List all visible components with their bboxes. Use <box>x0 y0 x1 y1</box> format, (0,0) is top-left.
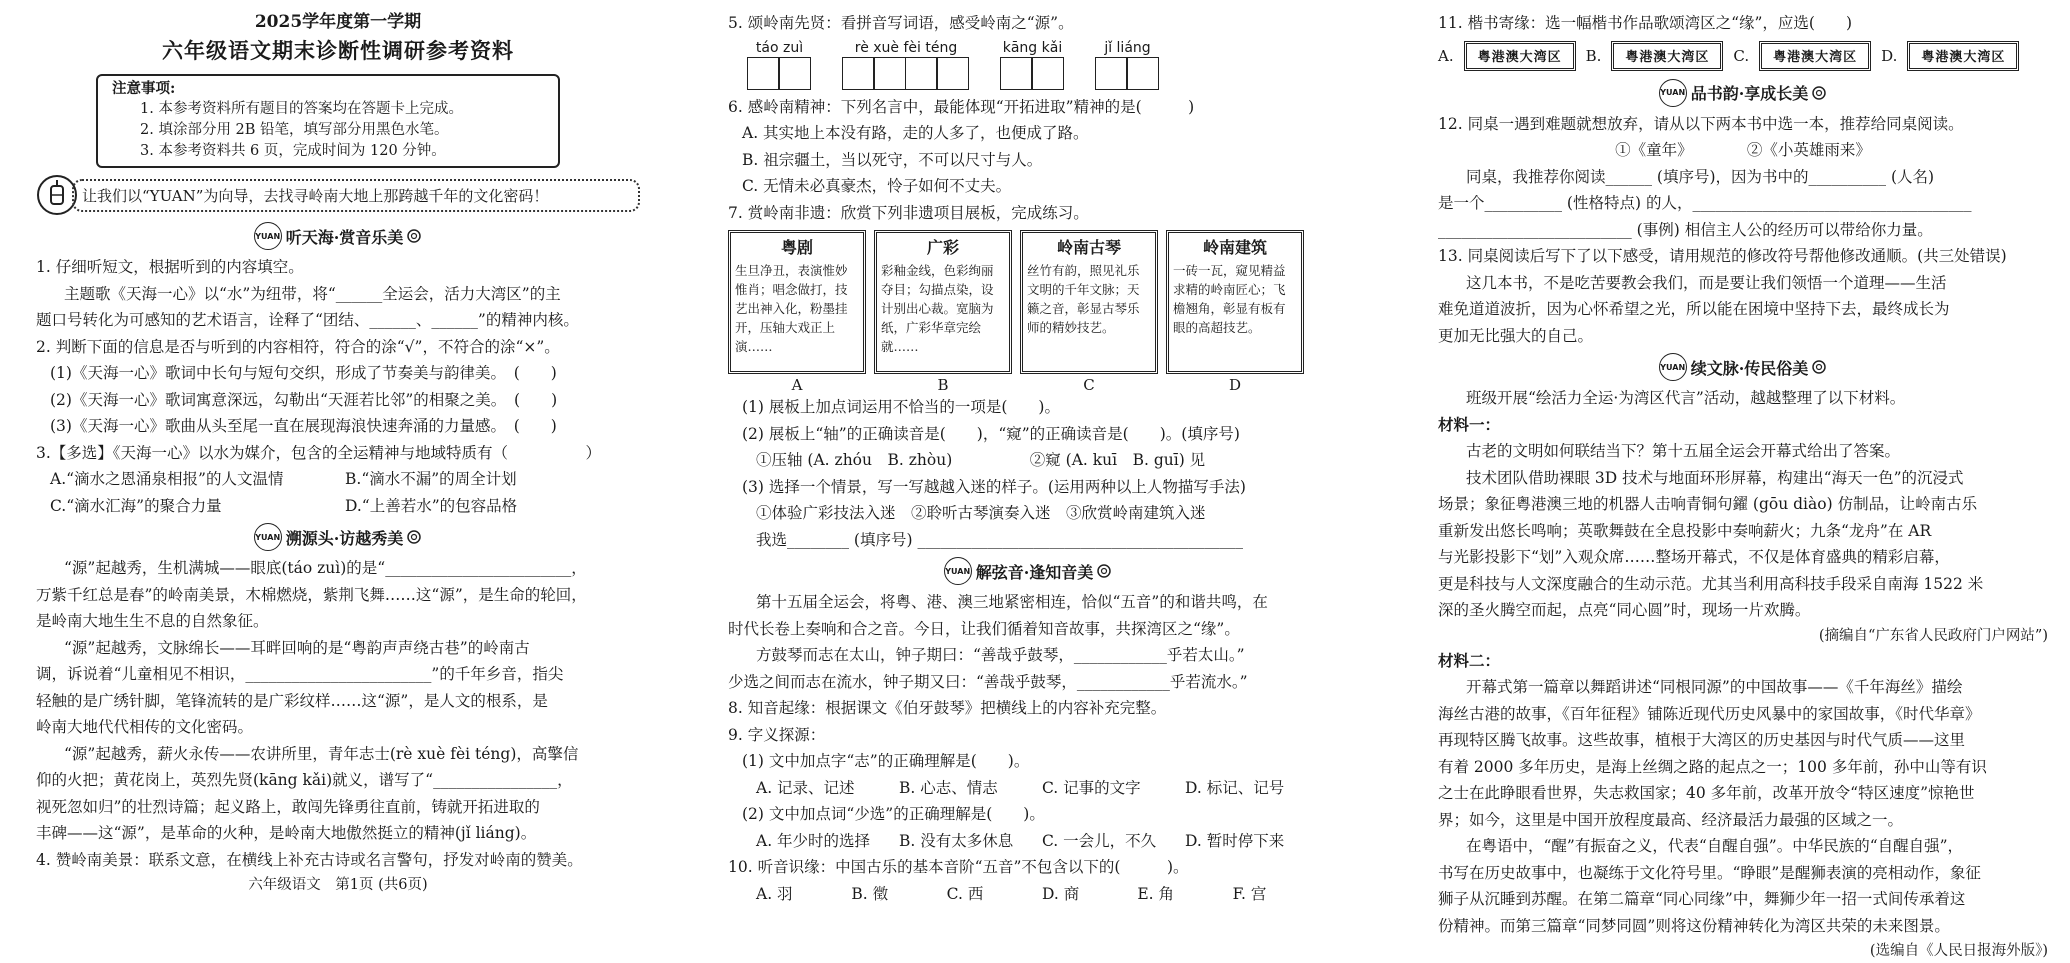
option: C. 记事的文字 <box>1042 778 1141 797</box>
column-1 <box>36 10 640 940</box>
heritage-card <box>728 230 866 374</box>
question-12-text: 是一个__________ (性格特点) 的人，____________________________________ <box>1438 194 1972 212</box>
material-2-title: 材料二： <box>1438 650 1501 670</box>
yuan-logo-icon: YUAN <box>254 523 282 551</box>
column-3 <box>1438 10 2048 959</box>
option-label: C. <box>1733 46 1750 65</box>
option: D. 标记、记号 <box>1185 778 1285 797</box>
card-title: 广彩 <box>926 238 959 257</box>
question-13-text: 这几本书，不是吃苦要教会我们，而是要让我们领悟一个道理——生活 <box>1466 273 1947 292</box>
material-line: 重新发出悠长鸣响；英歌舞鼓在全息投影中奏响薪火；九条“龙舟”在 AR <box>1438 521 1932 540</box>
cloud-icon <box>406 228 422 244</box>
material-source: (摘编自“广东省人民政府门户网站”) <box>1818 627 2048 644</box>
option: B. 没有太多休息 <box>899 831 1014 850</box>
section-title: 听天海·赏音乐美 <box>285 227 404 247</box>
calligraphy-image: 粤港澳大湾区 <box>1907 41 2019 71</box>
column-2 <box>728 10 1328 940</box>
answer-cell[interactable] <box>747 57 780 90</box>
question-8: 8. 知音起缘：根据课文《伯牙鼓琴》把横线上的内容补充完整。 <box>728 699 1167 717</box>
question-3-options <box>36 466 640 493</box>
notice-box <box>96 74 560 168</box>
option: C. 西 <box>946 884 984 903</box>
section-title: 续文脉·传民俗美 <box>1690 358 1809 378</box>
option: A.“滴水之恩涌泉相报”的人文温情 <box>50 470 284 488</box>
passage-line: 时代长卷上奏响和合之音。今日，让我们循着知音故事，共探湾区之“缘”。 <box>728 619 1240 638</box>
passage-line: 岭南大地代代相传的文化密码。 <box>36 718 254 736</box>
material-line: 书写在历史故事中，也凝练于文化符号里。“睁眼”是醒狮表演的亮相动作，象征 <box>1438 863 1981 882</box>
answer-cell[interactable] <box>1095 57 1128 90</box>
material-line: 狮子从沉睡到苏醒。在第二篇章“同心同缘”中，舞狮少年一招一式间传承着这 <box>1438 890 1966 908</box>
question-9: 9. 字义探源： <box>728 725 826 744</box>
question-13-text: 难免道道波折，因为心怀希望之光，所以能在困境中坚持下去，最终成长为 <box>1438 300 1950 318</box>
question-1-text: 主题歌《天海一心》以“水”为纽带，将“______全运会，活力大湾区”的主 <box>64 284 561 303</box>
answer-cell[interactable] <box>1000 57 1033 90</box>
question-9-sub: (1) 文中加点字“志”的正确理解是( )。 <box>742 752 1030 770</box>
passage-line: “源”起越秀，生机满城——眼底(táo zuì)的是“________________________， <box>64 559 587 577</box>
activity-intro: 班级开展“绘活力全运·为湾区代言”活动，越越整理了以下材料。 <box>1466 389 1906 407</box>
question-7-sub: 我选________ (填序号) __________________________________________ <box>756 530 1243 549</box>
section-header <box>36 222 640 250</box>
section-title: 品书韵·享成长美 <box>1690 84 1809 103</box>
material-line: 技术团队借助裸眼 3D 技术与地面环形屏幕，构建出“海天一色”的沉浸式 <box>1466 468 1964 487</box>
question-7-sub: (2) 展板上“轴”的正确读音是( )，“窥”的正确读音是( )。(填序号) <box>742 424 1240 443</box>
question-2-item: (3)《天海一心》歌曲从头至尾一直在展现海浪快速奔涌的力量感。 ( ) <box>50 417 557 435</box>
answer-cell[interactable] <box>1126 57 1159 90</box>
option: C. 一会儿，不久 <box>1042 831 1157 850</box>
question-3-options <box>36 493 640 520</box>
yuan-logo-icon: YUAN <box>1659 353 1687 381</box>
question-1-text: 题口号转化为可感知的艺术语言，诠释了“团结、______、______”的精神内核。 <box>36 311 579 329</box>
material-line: 再现特区腾飞故事。这些故事，植根于大湾区的历史基因与时代气质——这里 <box>1438 731 1966 749</box>
heritage-card <box>874 230 1012 374</box>
card-label: C <box>1083 376 1095 394</box>
calligraphy-options <box>1438 41 2048 71</box>
calligraphy-image: 粤港澳大湾区 <box>1759 41 1871 71</box>
question-12-text: _________________________ (事例) 相信主人公的经历可以带给你力量。 <box>1438 220 1933 239</box>
cloud-icon <box>1811 359 1827 375</box>
option-label: D. <box>1881 46 1898 65</box>
card-body: 彩釉金线，色彩绚丽夺目；勾描点染，设计别出心裁。宽脑为纸，广彩华章完绘就…… <box>881 263 994 354</box>
pinyin-label: jǐ liáng <box>1104 39 1151 56</box>
section-header <box>728 557 1328 585</box>
pinyin-item <box>843 39 969 90</box>
material-line: 之士在此睁眼看世界，失志救国家；40 多年前，改革开放令“特区速度”惊艳世 <box>1438 784 1975 802</box>
question-6: 6. 感岭南精神：下列名言中，最能体现“开拓进取”精神的是( ) <box>728 97 1195 116</box>
option: B.“滴水不漏”的周全计划 <box>345 470 517 488</box>
pinyin-grid <box>748 39 1328 90</box>
question-9-options <box>728 775 1328 802</box>
heritage-card <box>1020 230 1158 374</box>
option: D. 暂时停下来 <box>1185 831 1285 850</box>
answer-cell[interactable] <box>873 57 906 90</box>
yuan-logo-icon: YUAN <box>944 557 972 585</box>
card-title: 粤剧 <box>780 238 813 257</box>
option: A. 其实地上本没有路，走的人多了，也便成了路。 <box>742 124 1089 142</box>
material-line: 有着 2000 多年历史，是海上丝绸之路的起点之一；100 多年前，孙中山等有识 <box>1438 757 1987 776</box>
pinyin-item <box>748 39 811 90</box>
passage-line: 丰碑——这“源”，是革命的火种，是岭南大地傲然挺立的精神(jǐ liáng)。 <box>36 824 537 842</box>
option: D.“上善若水”的包容品格 <box>345 496 518 515</box>
material-line: 深的圣火腾空而起，点亮“同心圆”时，现场一片欢腾。 <box>1438 601 1811 619</box>
question-3: 3.【多选】《天海一心》以水为媒介，包含的全运精神与地域特质有（ ） <box>36 443 602 462</box>
material-line: 与光影投影下“划”入观众席……整场开幕式，不仅是体育盛典的精彩启幕， <box>1438 548 1950 566</box>
notice-title: 注意事项: <box>112 80 176 97</box>
question-5: 5. 颂岭南先贤：看拼音写词语，感受岭南之“源”。 <box>728 14 1074 32</box>
card-labels <box>728 376 1328 394</box>
pinyin-item <box>1096 39 1159 90</box>
question-10: 10. 听音识缘：中国古乐的基本音阶“五音”不包含以下的( )。 <box>728 858 1189 876</box>
pinyin-label: táo zuì <box>755 39 804 56</box>
heritage-cards <box>728 230 1328 374</box>
question-1: 1. 仔细听短文，根据听到的内容填空。 <box>36 258 304 276</box>
answer-cell[interactable] <box>778 57 811 90</box>
material-line: 海丝古港的故事，《百年征程》铺陈近现代历史风暴中的家国故事，《时代华章》 <box>1438 704 1981 723</box>
question-7-sub: (3) 选择一个情景，写一写越越入迷的样子。(运用两种以上人物描写手法) <box>742 477 1246 496</box>
section-title: 解弦音·逢知音美 <box>975 562 1094 582</box>
option: D. 商 <box>1041 884 1080 903</box>
notice-item: 3. 本参考资料共 6 页，完成时间为 120 分钟。 <box>140 143 446 159</box>
question-2-item: (2)《天海一心》歌词寓意深远，勾勒出“天涯若比邻”的相聚之美。 ( ) <box>50 390 558 409</box>
calligraphy-image: 粤港澳大湾区 <box>1611 41 1723 71</box>
question-13-text: 更加无比强大的自己。 <box>1438 326 1594 345</box>
book-choices: ①《童年》 ②《小英雄雨来》 <box>1615 141 1871 159</box>
question-7-sub: (1) 展板上加点词运用不恰当的一项是( )。 <box>742 398 1060 416</box>
heritage-card <box>1166 230 1304 374</box>
material-line: 份精神。而第三篇章“同梦同圆”则将这份精神转化为湾区共荣的未来图景。 <box>1438 916 1950 935</box>
passage-line: 是岭南大地生生不息的自然象征。 <box>36 612 269 630</box>
cloud-icon <box>1811 85 1827 101</box>
card-title: 岭南古琴 <box>1056 238 1121 257</box>
question-10-options <box>728 881 1328 908</box>
section-header <box>1438 79 2048 107</box>
pinyin-label: kāng kǎi <box>1002 39 1063 56</box>
term-heading: 2025学年度第一学期 <box>254 12 422 32</box>
material-line: 在粤语中，“醒”有振奋之义，代表“自醒自强”。中华民族的“自醒自强”， <box>1466 837 1964 855</box>
passage-line: 第十五届全运会，将粤、港、澳三地紧密相连，恰似“五音”的和谐共鸣，在 <box>756 593 1268 611</box>
option: B. 心志、情志 <box>899 778 998 797</box>
answer-cell[interactable] <box>1031 57 1064 90</box>
option: A. 记录、记述 <box>756 778 855 797</box>
material-line: 更是科技与人文深度融合的生动示范。尤其当利用高科技手段采自南海 1522 米 <box>1438 574 1984 593</box>
question-12: 12. 同桌一遇到难题就想放弃，请从以下两本书中选一本，推荐给同桌阅读。 <box>1438 114 1964 133</box>
question-9-options <box>728 828 1328 855</box>
section-title: 溯源头·访越秀美 <box>285 528 404 548</box>
answer-cell[interactable] <box>905 57 938 90</box>
option: B. 徵 <box>851 884 889 903</box>
option: E. 角 <box>1137 884 1174 903</box>
question-11: 11. 楷书寄缘：选一幅楷书作品歌颂湾区之“缘”，应选( ) <box>1438 14 1853 32</box>
option-label: A. <box>1438 46 1454 65</box>
passage-line: 方鼓琴而志在太山，钟子期曰：“善哉乎鼓琴，____________乎若太山。” <box>756 646 1245 664</box>
watermark-1: ​ <box>19 270 101 424</box>
cloud-icon <box>406 529 422 545</box>
passage-line: 少选之间而志在流水，钟子期又曰：“善哉乎鼓琴，____________乎若流水。” <box>728 672 1248 691</box>
calligraphy-image: 粤港澳大湾区 <box>1464 41 1576 71</box>
yuan-logo-icon: YUAN <box>254 222 282 250</box>
question-7: 7. 赏岭南非遗：欣赏下列非遗项目展板，完成练习。 <box>728 203 1089 222</box>
option: C. 无情未必真豪杰，怜子如何不丈夫。 <box>742 177 1012 195</box>
card-body: 生旦净丑，表演惟妙惟肖；唱念做打，技艺出神入化，粉墨挂开，压轴大戏正上演…… <box>735 263 848 354</box>
material-line: 场景；象征粤港澳三地的机器人击响青铜句鑃 (gōu diào) 仿制品，让岭南古乐 <box>1438 495 1978 513</box>
card-title: 岭南建筑 <box>1202 238 1267 257</box>
notice-item: 1. 本参考资料所有题目的答案均在答题卡上完成。 <box>140 101 463 117</box>
card-label: A <box>791 376 803 394</box>
option: B. 祖宗疆土，当以死守，不可以尺寸与人。 <box>742 150 1043 169</box>
question-2-item: (1)《天海一心》歌词中长句与短句交织，形成了节奏美与韵律美。 ( ) <box>50 364 557 382</box>
material-1-title: 材料一： <box>1438 414 1501 434</box>
material-line: 界；如今，这里是中国开放程度最高、经济最活力最强的区域之一。 <box>1438 810 1904 829</box>
option: A. 年少时的选择 <box>756 831 871 850</box>
question-7-sub: ①体验广彩技法入迷 ②聆听古琴演奏入迷 ③欣赏岭南建筑入迷 <box>756 504 1206 522</box>
cloud-icon <box>1096 563 1112 579</box>
question-12-text: 同桌，我推荐你阅读______ (填序号)，因为书中的__________ (人名) <box>1466 167 1935 186</box>
option: C.“滴水汇海”的聚合力量 <box>50 496 222 515</box>
pinyin-label: rè xuè fèi téng <box>854 39 958 56</box>
pinyin-item <box>1001 39 1064 90</box>
material-line: 开幕式第一篇章以舞蹈讲述“同根同源”的中国故事——《千年海丝》描绘 <box>1466 678 1963 696</box>
question-4: 4. 赞岭南美景：联系文意，在横线上补充古诗或名言警句，抒发对岭南的赞美。 <box>36 850 583 869</box>
material-line: 古老的文明如何联结当下？第十五届全运会开幕式给出了答案。 <box>1466 442 1901 460</box>
material-source: (选编自《人民日报海外版》) <box>1869 943 2048 959</box>
page-footer: 六年级语文 第1页 (共6页) <box>248 877 428 893</box>
passage-line: “源”起越秀，文脉绵长——耳畔回响的是“粤韵声声绕古巷”的岭南古 <box>64 638 530 657</box>
option: F. 宫 <box>1232 884 1267 903</box>
answer-cell[interactable] <box>936 57 969 90</box>
section-header <box>36 523 640 551</box>
card-body: 丝竹有韵，照见礼乐文明的千年文脉；天籁之音，彰显古琴乐师的精妙技艺。 <box>1027 263 1140 335</box>
question-7-sub: ①压轴 (A. zhóu B. zhòu) ②窥 (A. kuī B. guī) 见 <box>756 451 1206 469</box>
passage-line: 视死忽如归”的壮烈诗篇；起义路上，敢闯先锋勇往直前，铸就开拓进取的 <box>36 797 540 816</box>
card-label: D <box>1228 376 1242 394</box>
passage-line: 调，诉说着“儿童相见不相识，________________________”的千年乡音，指尖 <box>36 665 564 683</box>
question-9-sub: (2) 文中加点词“少选”的正确理解是( )。 <box>742 805 1045 823</box>
option: A. 羽 <box>756 884 793 903</box>
question-13: 13. 同桌阅读后写下了以下感受，请用规范的修改符号帮他修改通顺。(共三处错误) <box>1438 247 2007 265</box>
card-label: B <box>937 376 949 394</box>
passage-line: “源”起越秀，薪火永传——农讲所里，青年志士(rè xuè fèi téng)，高擎信 <box>64 744 579 763</box>
section-header <box>1438 353 2048 381</box>
question-2: 2. 判断下面的信息是否与听到的内容相符，符合的涂“√”，不符合的涂“×”。 <box>36 337 560 356</box>
intro-text: 让我们以“YUAN”为向导，去找寻岭南大地上那跨越千年的文化密码！ <box>72 179 640 212</box>
intro-banner <box>36 174 640 216</box>
notice-item: 2. 填涂部分用 2B 铅笔，填写部分用黑色水笔。 <box>140 122 449 138</box>
card-body: 一砖一瓦，窥见精益求精的岭南匠心；飞檐翘角，彰显有板有眼的高超技艺。 <box>1173 263 1286 335</box>
yuan-logo-icon: YUAN <box>1659 79 1687 107</box>
answer-cell[interactable] <box>842 57 875 90</box>
option-label: B. <box>1585 46 1602 65</box>
passage-line: 轻触的是广绣针脚，笔锋流转的是广彩纹样……这“源”，是人文的根系，是 <box>36 691 548 710</box>
page-title: 六年级语文期末诊断性调研参考资料 <box>162 38 514 63</box>
passage-line: 仰的火把；黄花岗上，英烈先贤(kāng kǎi)就义，谱写了“________________， <box>36 771 573 789</box>
passage-line: 万紫千红总是春”的岭南美景，木棉燃烧，紫荆飞舞……这“源”，是生命的轮回， <box>36 585 587 604</box>
